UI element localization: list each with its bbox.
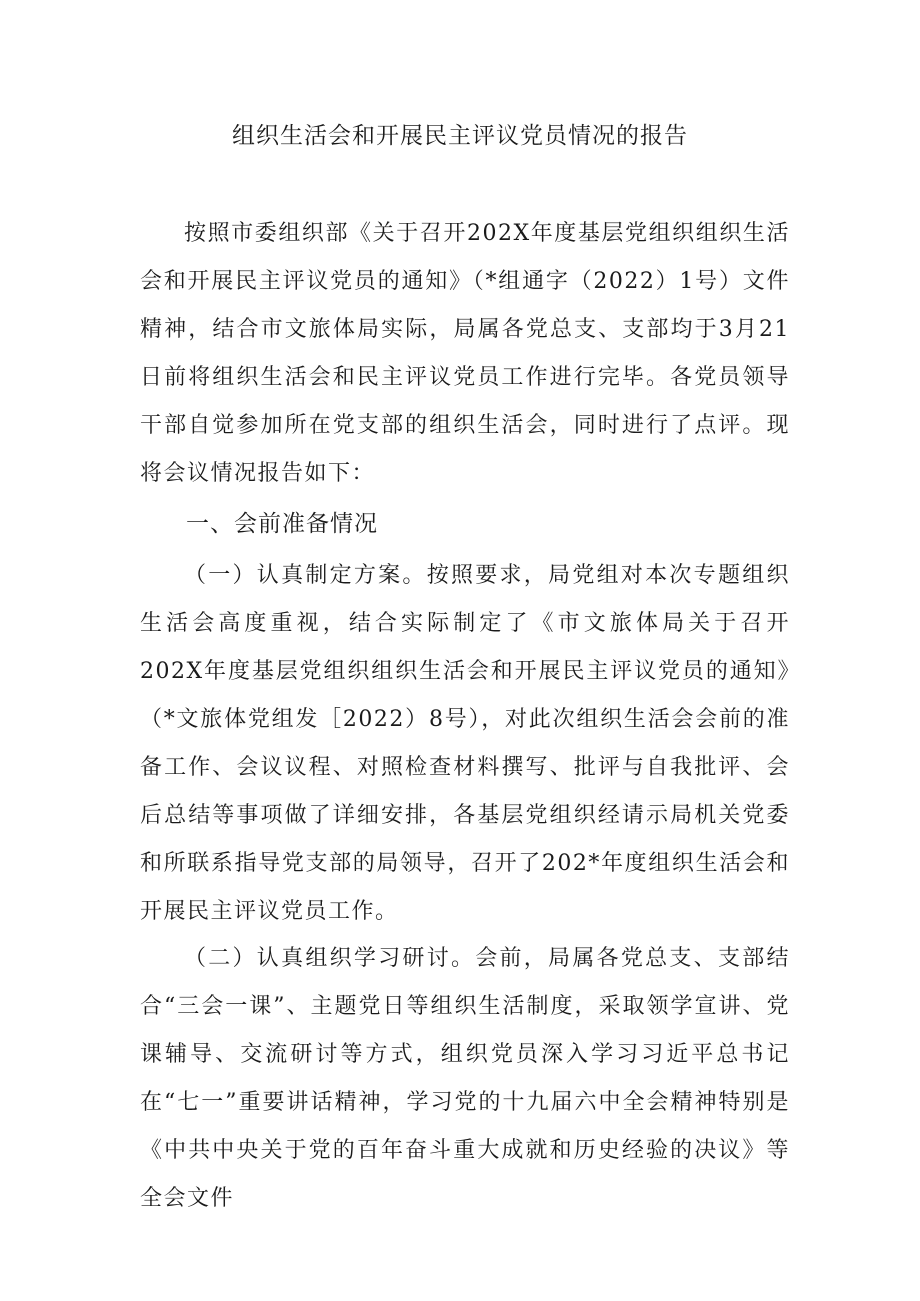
item-paragraph-1: （一）认真制定方案。按照要求，局党组对本次专题组织生活会高度重视，结合实际制定了《市文旅体局关于召开202X年度基层党组织组织生活会和开展民主评议党员的通知》（*文旅体党组发［2022）8号），对此次组织生活会会前的准备工作、会议议程、对照检查材料撰写、批评与自我批评、会后总结等事项做了详细安排，各基层党组织经请示局机关党委和所联系指导党支部的局领导，召开了202*年度组织生活会和开展民主评议党员工作。: [140, 563, 790, 924]
intro-paragraph: 按照市委组织部《关于召开202X年度基层党组织组织生活会和开展民主评议党员的通知》（*组通字（2022）1号）文件精神，结合市文旅体局实际，局属各党总支、支部均于3月21日前将组织生活会和民主评议党员工作进行完毕。各党员领导干部自觉参加所在党支部的组织生活会，同时进行了点评。现将会议情况报告如下：: [140, 221, 790, 486]
section-heading-1: 一、会前准备情况: [186, 511, 378, 537]
item-paragraph-2: （二）认真组织学习研讨。会前，局属各党总支、支部结合“三会一课”、主题党日等组织生活制度，采取领学宣讲、党课辅导、交流研讨等方式，组织党员深入学习习近平总书记在“七一”重要讲话精神，学习党的十九届六中全会精神特别是《中共中央关于党的百年奋斗重大成就和历史经验的决议》等全会文件: [140, 946, 790, 1211]
document-title: 组织生活会和开展民主评议党员情况的报告: [232, 123, 688, 149]
